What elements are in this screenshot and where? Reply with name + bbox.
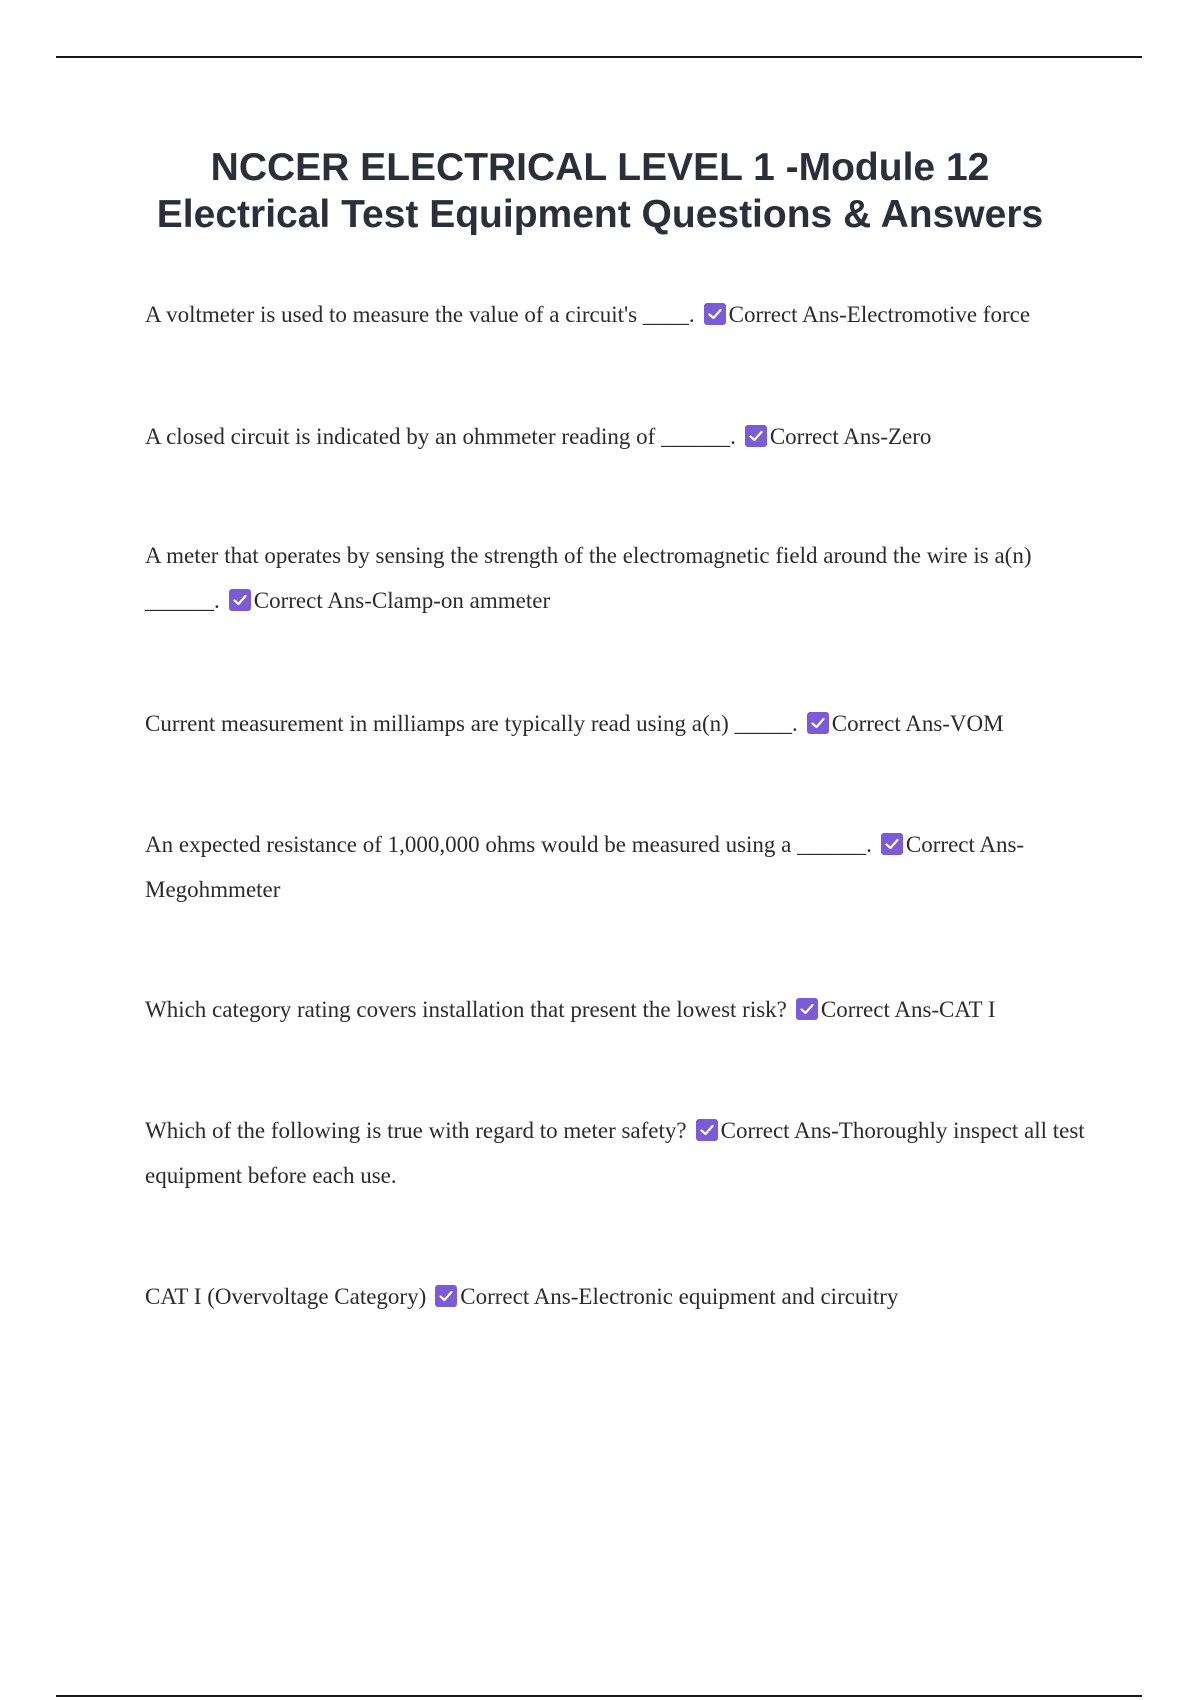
title-line-1: NCCER ELECTRICAL LEVEL 1 -Module 12 [210,146,990,189]
qa-item-8 [145,1274,1085,1319]
qa-item-1 [145,292,1085,337]
question-text: A meter that operates by sensing the strength of the electromagnetic field around the wire is a(n) ______. [145,543,1032,613]
qa-item-2 [145,414,1085,459]
qa-item-6 [145,987,1085,1032]
checkbox-checked-icon [796,998,818,1020]
answer-text: Correct Ans-Clamp-on ammeter [253,588,551,613]
checkbox-checked-icon [696,1119,718,1141]
answer-text: Correct Ans-Electromotive force [728,302,1031,327]
qa-item-4 [145,701,1085,746]
answer-text: Correct Ans-Thoroughly inspect all test equipment before each use. [145,1118,1085,1188]
checkbox-checked-icon [881,833,903,855]
question-text: Which of the following is true with regard to meter safety? [145,1118,687,1143]
qa-item-7 [145,1108,1085,1198]
checkbox-checked-icon [229,589,251,611]
top-rule [56,56,1142,58]
answer-text: Correct Ans-Zero [769,424,932,449]
qa-item-3 [145,533,1085,623]
question-text: CAT I (Overvoltage Category) [145,1284,427,1309]
question-text: A voltmeter is used to measure the value of a circuit's ____. [145,302,695,327]
answer-text: Correct Ans-CAT I [820,997,996,1022]
checkbox-checked-icon [435,1285,457,1307]
checkbox-checked-icon [704,303,726,325]
title-line-2: Electrical Test Equipment Questions & Answers [156,193,1044,236]
question-text: Current measurement in milliamps are typically read using a(n) _____. [145,711,798,736]
answer-text: Correct Ans-VOM [831,711,1004,736]
question-text: A closed circuit is indicated by an ohmmeter reading of ______. [145,424,736,449]
checkbox-checked-icon [807,712,829,734]
question-text: Which category rating covers installation that present the lowest risk? [145,997,787,1022]
page-title [60,144,1140,238]
checkbox-checked-icon [745,425,767,447]
answer-text: Correct Ans-Electronic equipment and circuitry [460,1284,899,1309]
bottom-rule [56,1695,1142,1697]
answer-text: Correct Ans-Megohmmeter [145,832,1025,902]
question-text: An expected resistance of 1,000,000 ohms would be measured using a ______. [145,832,872,857]
qa-item-5 [145,822,1085,912]
